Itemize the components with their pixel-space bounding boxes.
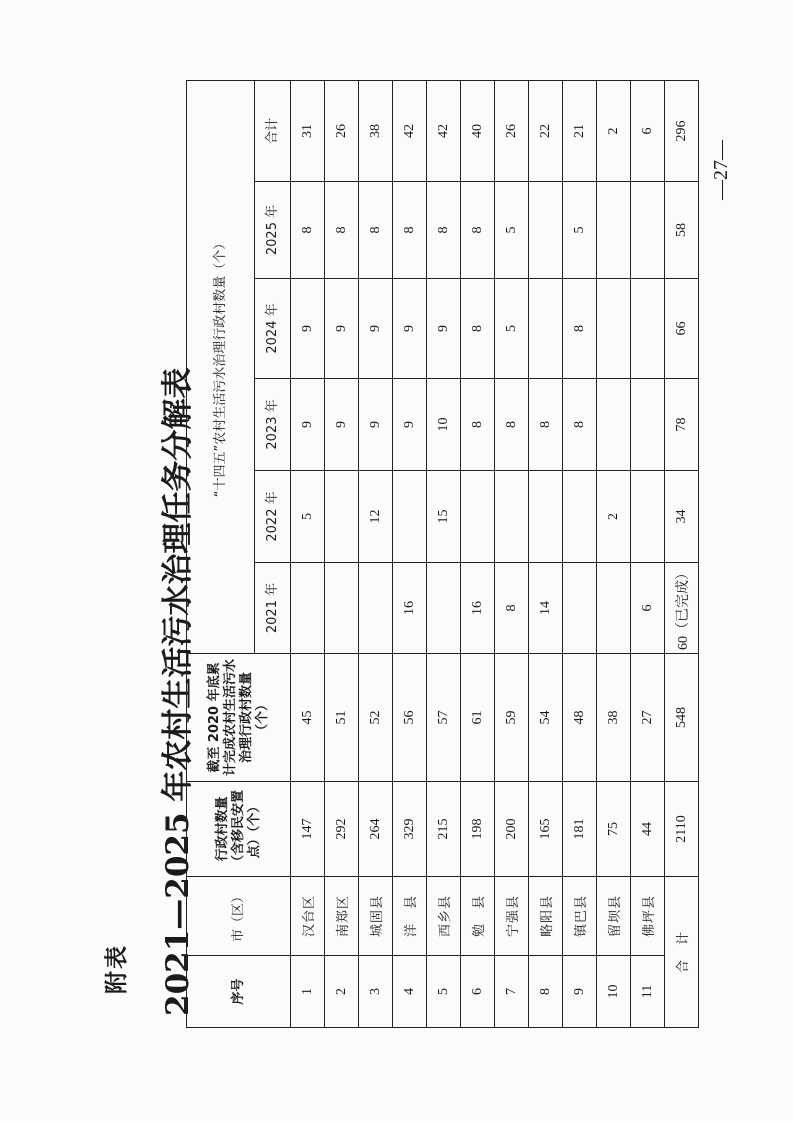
header-plan-group: “十四五”农村生活污水治理行政村数量（个）: [187, 80, 255, 653]
cell-total: 2: [597, 80, 631, 181]
cell-villages: 75: [597, 782, 631, 877]
table-row: [359, 80, 393, 1027]
cell-seq: 9: [563, 956, 597, 1028]
header-2021: 2021 年: [255, 563, 291, 654]
cell-total: 26: [325, 80, 359, 181]
cell-y2022: [529, 471, 563, 563]
cell-city: 佛坪县: [631, 877, 665, 956]
cell-done2020: 27: [631, 654, 665, 782]
table-row: [597, 80, 631, 1027]
cell-y2022: [563, 471, 597, 563]
cell-done2020: 38: [597, 654, 631, 782]
cell-y2025: 8: [427, 182, 461, 279]
cell-total: 40: [461, 80, 495, 181]
cell-total: 21: [563, 80, 597, 181]
cell-y2025: 8: [325, 182, 359, 279]
table-row: [291, 80, 325, 1027]
header-row: [187, 80, 255, 1027]
cell-total: 31: [291, 80, 325, 181]
total-y2021: 60（已完成）: [665, 563, 699, 654]
cell-y2025: [597, 182, 631, 279]
total-y2022: 34: [665, 471, 699, 563]
header-2025: 2025 年: [255, 182, 291, 279]
cell-city: 南郑区: [325, 877, 359, 956]
cell-y2022: [393, 471, 427, 563]
cell-y2022: 5: [291, 471, 325, 563]
cell-total: 42: [427, 80, 461, 181]
cell-done2020: 48: [563, 654, 597, 782]
cell-y2025: 5: [563, 182, 597, 279]
cell-seq: 8: [529, 956, 563, 1028]
cell-done2020: 45: [291, 654, 325, 782]
cell-total: 26: [495, 80, 529, 181]
cell-y2022: 2: [597, 471, 631, 563]
cell-city: 城固县: [359, 877, 393, 956]
cell-villages: 181: [563, 782, 597, 877]
cell-y2023: 8: [495, 379, 529, 471]
cell-total: 6: [631, 80, 665, 181]
cell-y2021: 16: [461, 563, 495, 654]
cell-y2023: 8: [461, 379, 495, 471]
cell-y2021: [563, 563, 597, 654]
cell-villages: 200: [495, 782, 529, 877]
cell-villages: 292: [325, 782, 359, 877]
cell-y2022: 12: [359, 471, 393, 563]
cell-y2024: [529, 279, 563, 379]
cell-y2022: [631, 471, 665, 563]
cell-villages: 44: [631, 782, 665, 877]
cell-seq: 6: [461, 956, 495, 1028]
table-row: [461, 80, 495, 1027]
total-done2020: 548: [665, 654, 699, 782]
cell-seq: 2: [325, 956, 359, 1028]
cell-seq: 11: [631, 956, 665, 1028]
cell-y2023: 9: [393, 379, 427, 471]
cell-y2024: 8: [563, 279, 597, 379]
cell-villages: 198: [461, 782, 495, 877]
total-total: 296: [665, 80, 699, 181]
header-seq: 序号: [187, 956, 291, 1028]
header-total: 合计: [255, 80, 291, 181]
cell-y2021: [359, 563, 393, 654]
cell-y2024: 9: [325, 279, 359, 379]
cell-seq: 10: [597, 956, 631, 1028]
cell-y2025: [631, 182, 665, 279]
cell-y2025: [529, 182, 563, 279]
cell-villages: 215: [427, 782, 461, 877]
cell-y2024: 8: [461, 279, 495, 379]
cell-y2023: 10: [427, 379, 461, 471]
cell-y2024: [597, 279, 631, 379]
cell-y2021: 16: [393, 563, 427, 654]
cell-seq: 4: [393, 956, 427, 1028]
cell-done2020: 61: [461, 654, 495, 782]
header-2023: 2023 年: [255, 379, 291, 471]
cell-done2020: 57: [427, 654, 461, 782]
header-city: 市（区）: [187, 877, 291, 956]
totals-label: 合 计: [665, 877, 699, 1028]
cell-y2025: 8: [359, 182, 393, 279]
cell-city: 洋 县: [393, 877, 427, 956]
table-row: [631, 80, 665, 1027]
task-table-wrapper: [186, 81, 698, 1028]
cell-y2021: [427, 563, 461, 654]
total-y2023: 78: [665, 379, 699, 471]
cell-villages: 329: [393, 782, 427, 877]
cell-done2020: 56: [393, 654, 427, 782]
cell-done2020: 52: [359, 654, 393, 782]
cell-seq: 3: [359, 956, 393, 1028]
cell-city: 略阳县: [529, 877, 563, 956]
cell-y2022: [461, 471, 495, 563]
cell-y2021: 14: [529, 563, 563, 654]
cell-villages: 264: [359, 782, 393, 877]
cell-y2021: 6: [631, 563, 665, 654]
cell-y2021: [597, 563, 631, 654]
cell-city: 西乡县: [427, 877, 461, 956]
cell-y2024: 9: [359, 279, 393, 379]
total-villages: 2110: [665, 782, 699, 877]
cell-y2023: 9: [291, 379, 325, 471]
cell-total: 38: [359, 80, 393, 181]
cell-done2020: 59: [495, 654, 529, 782]
cell-villages: 165: [529, 782, 563, 877]
cell-y2024: 9: [427, 279, 461, 379]
cell-y2021: [325, 563, 359, 654]
cell-y2024: 9: [291, 279, 325, 379]
cell-y2023: 8: [529, 379, 563, 471]
cell-city: 勉 县: [461, 877, 495, 956]
table-row: [325, 80, 359, 1027]
header-2024: 2024 年: [255, 279, 291, 379]
appendix-label: 附表: [104, 944, 130, 994]
header-done2020: 截至 2020 年底累计完成农村生活污水治理行政村数量（个）: [187, 654, 291, 782]
cell-y2022: [495, 471, 529, 563]
cell-city: 宁强县: [495, 877, 529, 956]
cell-city: 汉台区: [291, 877, 325, 956]
cell-y2023: 8: [563, 379, 597, 471]
cell-y2024: [631, 279, 665, 379]
cell-city: 留坝县: [597, 877, 631, 956]
cell-y2025: 8: [461, 182, 495, 279]
cell-y2025: 8: [291, 182, 325, 279]
cell-y2024: 9: [393, 279, 427, 379]
cell-seq: 1: [291, 956, 325, 1028]
cell-seq: 5: [427, 956, 461, 1028]
cell-city: 镇巴县: [563, 877, 597, 956]
total-y2024: 66: [665, 279, 699, 379]
task-breakdown-table: [186, 80, 699, 1028]
cell-done2020: 54: [529, 654, 563, 782]
table-row: [393, 80, 427, 1027]
cell-done2020: 51: [325, 654, 359, 782]
cell-y2022: [325, 471, 359, 563]
page-number: —27—: [710, 140, 732, 200]
cell-y2023: [597, 379, 631, 471]
cell-total: 42: [393, 80, 427, 181]
cell-y2023: [631, 379, 665, 471]
table-row: [563, 80, 597, 1027]
total-y2025: 58: [665, 182, 699, 279]
header-2022: 2022 年: [255, 471, 291, 563]
cell-y2025: 8: [393, 182, 427, 279]
cell-y2024: 5: [495, 279, 529, 379]
table-row: [495, 80, 529, 1027]
table-row: [427, 80, 461, 1027]
page-title: 2021—2025 年农村生活污水治理任务分解表: [160, 367, 196, 1016]
table-row: [529, 80, 563, 1027]
cell-villages: 147: [291, 782, 325, 877]
header-villages: 行政村数量（含移民安置点）（个）: [187, 782, 291, 877]
cell-total: 22: [529, 80, 563, 181]
cell-y2021: [291, 563, 325, 654]
totals-row: [665, 80, 699, 1027]
cell-y2021: 8: [495, 563, 529, 654]
cell-y2023: 9: [359, 379, 393, 471]
cell-y2023: 9: [325, 379, 359, 471]
cell-y2022: 15: [427, 471, 461, 563]
cell-y2025: 5: [495, 182, 529, 279]
cell-seq: 7: [495, 956, 529, 1028]
